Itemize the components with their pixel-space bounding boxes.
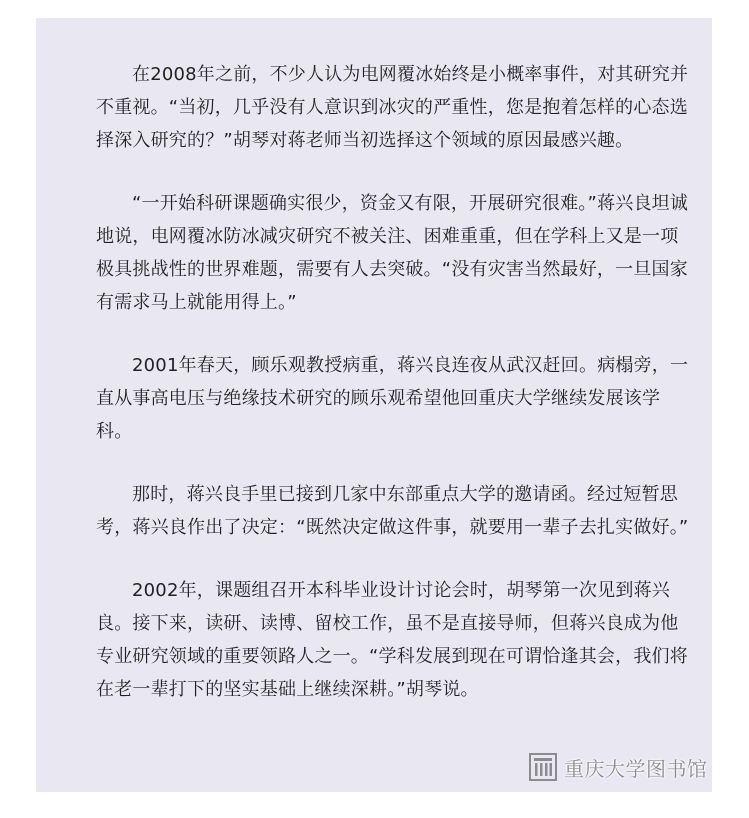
paragraph-3: 2001年春天，顾乐观教授病重，蒋兴良连夜从武汉赶回。病榻旁，一直从事高电压与绝缘技术研究的顾乐观希望他回重庆大学继续发展该学科。 — [96, 355, 689, 442]
paragraph-1: 在2008年之前，不少人认为电网覆冰始终是小概率事件，对其研究并不重视。“当初，几乎没有人意识到冰灾的严重性，您是抱着怎样的心态选择深入研究的？”胡琴对蒋老师当初选择这个领域的原因最感兴趣。 — [96, 64, 689, 151]
paragraph-4: 那时，蒋兴良手里已接到几家中东部重点大学的邀请函。经过短暂思考，蒋兴良作出了决定：“既然决定做这件事，就要用一辈子去扎实做好。” — [96, 484, 689, 538]
article-body — [36, 18, 712, 792]
watermark-text: 重庆大学图书馆 — [564, 756, 708, 781]
paragraph-5: 2002年，课题组召开本科毕业设计讨论会时，胡琴第一次见到蒋兴良。接下来，读研、读博、留校工作，虽不是直接导师，但蒋兴良成为他专业研究领域的重要领路人之一。“学科发展到现在可谓恰逢其会，我们将在老一辈打下的坚实基础上继续深耕。”胡琴说。 — [96, 580, 688, 700]
paragraph-2: “一开始科研课题确实很少，资金又有限，开展研究很难。”蒋兴良坦诚地说，电网覆冰防冰减灾研究不被关注、困难重重，但在学科上又是一项极具挑战性的世界难题，需要有人去突破。“没有灾害当然最好，一旦国家有需求马上就能用得上。” — [96, 193, 689, 313]
library-logo-icon — [528, 752, 558, 782]
watermark — [528, 752, 708, 782]
